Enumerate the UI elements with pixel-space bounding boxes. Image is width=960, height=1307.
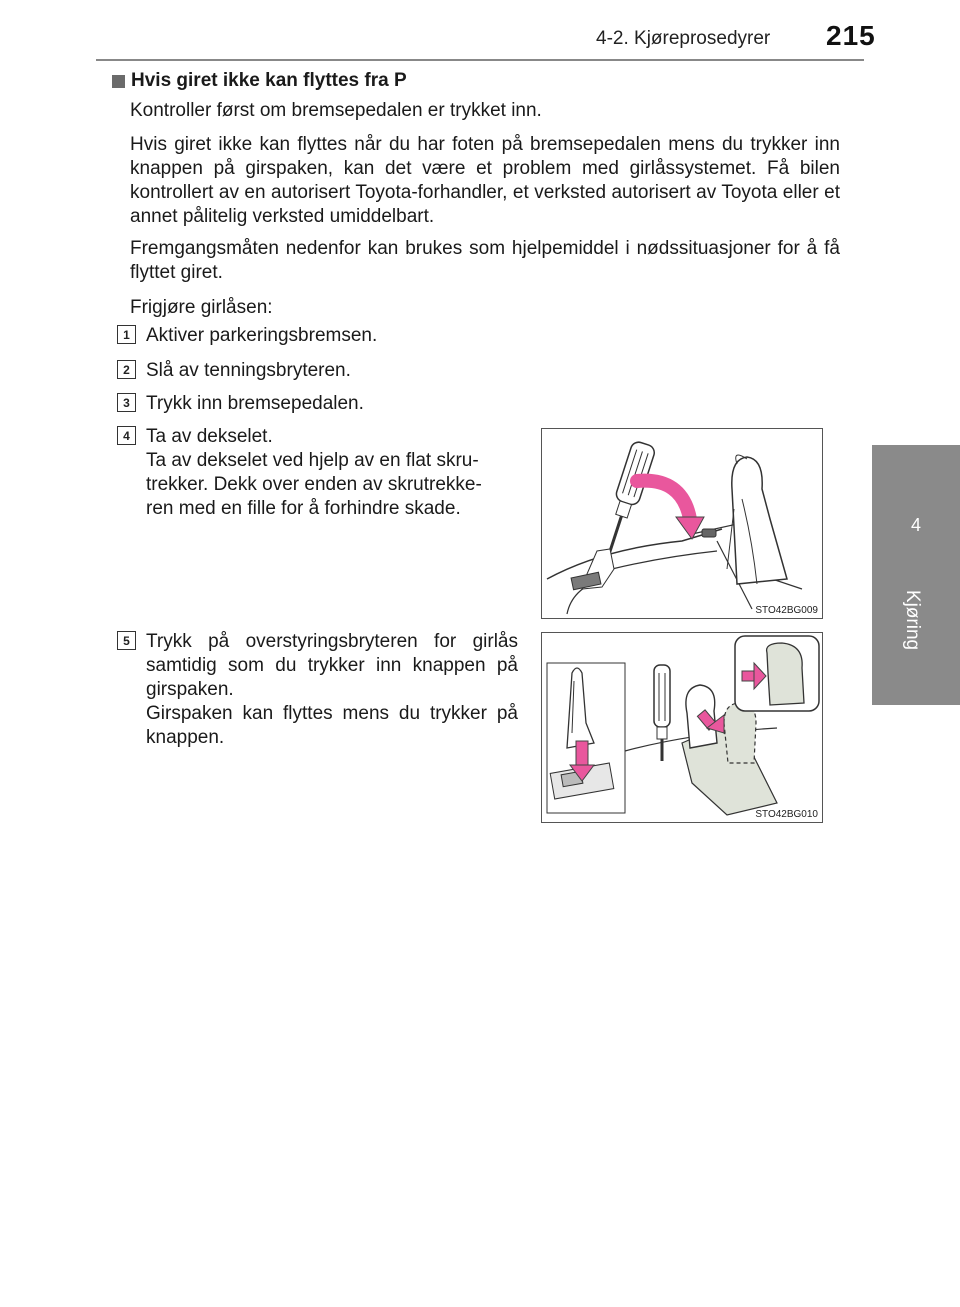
paragraph-shift-lock-problem: Hvis giret ikke kan flyttes når du har foten på bremsepedalen mens du trykker inn knappen på girspaken, kan det være et problem med girlåssystemet. Få bilen kontrollert av en autorisert Toyota-forhandler, et verksted autorisert av Toyota eller et annet pålitelig verksted umiddelbart. [130,134,840,227]
chapter-label [892,575,932,665]
paragraph-emergency: Fremgangsmåten nedenfor kan brukes som hjelpemiddel i nødssituasjoner for å få flyttet giret. [130,238,840,283]
step-4-badge: 4 [117,426,136,445]
paragraph-check-brake: Kontroller først om bremsepedalen er trykket inn. [130,100,542,121]
chapter-number: 4 [910,515,921,535]
step-3-text: Trykk inn bremsepedalen. [146,393,364,414]
figure-remove-cover [541,428,823,619]
step-4-line-1: Ta av dekselet. [146,426,273,447]
step-4-line-4: ren med en fille for å forhindre skade. [146,498,461,519]
section-heading [112,70,407,92]
figure-override-illustration [542,633,822,822]
step-5-note: Girspaken kan flyttes mens du trykker på knappen. [146,703,518,748]
step-4-text [146,425,526,521]
figure-override-button [541,632,823,823]
step-3-badge: 3 [117,393,136,412]
chapter-label-text: Kjøring [902,589,923,651]
figure-remove-cover-illustration [542,429,822,618]
step-4-line-2: Ta av dekselet ved hjelp av en flat skru- [146,450,479,471]
step-2-badge: 2 [117,360,136,379]
step-1-badge: 1 [117,325,136,344]
step-4-line-3: trekker. Dekk over enden av skrutrekke- [146,474,482,495]
header-divider [96,59,864,61]
section-heading-text: Hvis giret ikke kan flyttes fra P [131,70,407,91]
step-5-badge: 5 [117,631,136,650]
paragraph-release-intro: Frigjøre girlåsen: [130,297,273,318]
figure-2-code: STO42BG010 [755,809,818,820]
step-5-instruction: Trykk på overstyringsbryteren for girlås samtidig som du trykker inn knappen på girspaken. [146,631,518,700]
square-bullet-icon [112,75,125,88]
step-5-text [146,630,518,750]
page-number: 215 [826,20,876,51]
section-title: 4-2. Kjøreprosedyrer [596,28,771,49]
step-2-text: Slå av tenningsbryteren. [146,360,351,381]
step-1-text: Aktiver parkeringsbremsen. [146,325,378,346]
figure-1-code: STO42BG009 [755,605,818,616]
